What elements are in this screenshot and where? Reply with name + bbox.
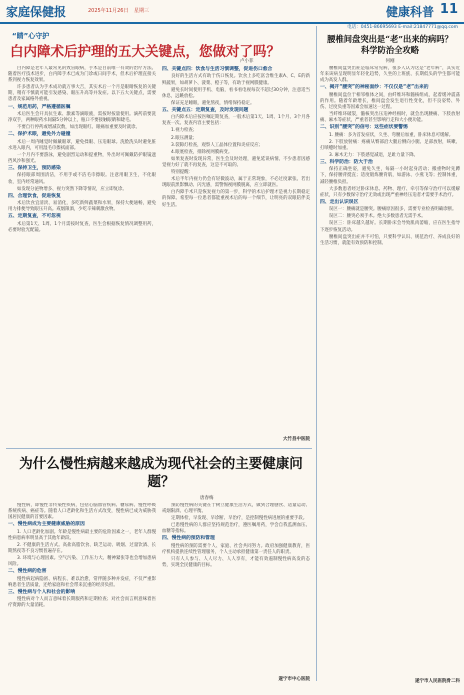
page-number: 11 [439, 2, 458, 17]
subheading: 二、慢性病的危害 [8, 569, 47, 575]
paragraph: 1. 人口老龄化加剧。年龄是慢性病最主要的危险因素之一，老年人群慢性病患病率明显高于其他年龄段。 [8, 529, 156, 541]
article3-title-line1: 腰椎间盘突出是“老”出来的病吗？ [327, 34, 453, 44]
paragraph: 4.眼底检查，排除视网膜病变。 [171, 149, 233, 155]
paragraph: 慢性病对个人而言意味着长期服药和定期检查；对社会而言则意味着医疗资源的大量消耗。 [8, 597, 156, 609]
paragraph: 腰椎间盘突出症并不可怕，只要科学认识、规范治疗、养成良好的生活习惯，就能有效预防和控制。 [320, 234, 460, 246]
paragraph: 腰椎间盘位于相邻椎体之间，由纤维环和髓核组成，起着缓冲震荡的作用。随着年龄增长，椎间盘会发生退行性变化，但不良姿势、外伤、过度负重等因素会加速这一过程。 [320, 92, 460, 110]
article2-author: 唐春梅 [200, 496, 214, 501]
paragraph: 一个月内不要游泳，避免剧烈运动和提重物，外出时可佩戴防护眼镜遮挡风沙和强光。 [8, 152, 156, 164]
subheading: 三、保持卫生，预防感染 [8, 166, 61, 172]
paragraph: 1. 腰痛：多为首发症状，久坐、弯腰后加重，卧床休息可缓解。 [329, 132, 454, 138]
paragraph: 白内障术后应按医嘱定期复查，一般术后第1天、1周、1个月、3个月各复查一次。复查内容主要包括： [162, 115, 310, 127]
paragraph: 如发现分泌物增多、视力突然下降等情况，应立即复诊。 [17, 186, 127, 192]
article3-body [320, 66, 460, 674]
article2-column-2 [162, 503, 310, 673]
subheading: 一、规范用药，严格遵循医嘱 [8, 104, 71, 110]
paragraph: 3.裂隙灯检查，观察人工晶体位置和炎症反应； [171, 142, 264, 148]
article3-header [320, 34, 460, 64]
paragraph: 术后半年内视力仍会有轻微波动，属于正常现象，不必过度紧张。若出现眼前黑影飘动、闪光感，需警惕视网膜脱离，应立即就医。 [162, 177, 310, 189]
column-divider [316, 26, 317, 681]
paragraph: 误区三：卧床越久越好。长期卧床会导致肌肉萎缩，应在医生指导下逐步恢复活动。 [320, 221, 460, 233]
paragraph: 术后第1天、1周、1个月需按时复查，医生会根据恢复情况调整用药，必要时验光配镜。 [8, 221, 156, 233]
article3-author: 何刚 [385, 59, 395, 64]
paragraph: 术后医生会开具抗生素、激素等滴眼液，需按时按量使用。滴药前要洗净双手，两种眼药水间隔5分钟以上，瓶口不要接触眼睛和睫毛。 [8, 111, 156, 124]
subheading: 三、慢性病与个人和社会的影响 [8, 589, 76, 595]
article1-column-1 [8, 66, 156, 444]
article1-column-2 [162, 66, 310, 436]
paragraph: 保持正确坐姿，避免久坐，每隔一小时起身活动；搬重物时先蹲下，保持腰背挺直；适度锻炼腰背肌，如游泳、小燕飞等；控制体重，减轻腰椎负担。 [320, 167, 460, 185]
paragraph: 保证充足睡眠，避免熬夜，情绪保持稳定。 [171, 100, 255, 106]
article1-title: 白内障术后护理的五大关键点，您做对了吗？ [10, 44, 280, 60]
paragraph: 已患慢性病的人群应坚持规范治疗，遵医嘱用药，学会自我监测血压、血糖等指标。 [162, 523, 310, 535]
subheading: 五、定期复查，不可忽视 [8, 214, 61, 220]
paragraph: 术后一周内睡觉时佩戴眼罩，避免揉眼、压迫眼球。洗脸洗头时避免脏水进入眼内，可用湿毛巾擦拭面部。 [8, 139, 156, 151]
article2-source: 遂宁市中心医院 [278, 677, 310, 682]
paragraph: 大多数患者经过卧床休息、药物、理疗、牵引等保守治疗可以缓解症状，只有少数保守治疗无效或出现严重神经压迫者才需要手术治疗。 [320, 186, 460, 198]
paragraph: 预防慢性病的关键在于树立健康生活方式，做到合理膳食、适量运动、戒烟限酒、心理平衡。 [162, 503, 310, 515]
subheading: 三、科学防治：防大于治 [320, 159, 373, 165]
paragraph: 定期体检，早发现、早诊断、早治疗，是控制慢性病进展的重要手段。 [171, 516, 308, 522]
paragraph: 2. 不健康的生活方式。高盐高脂饮食、缺乏运动、吸烟、过量饮酒、长期熬夜等不良习惯普遍存在。 [8, 542, 156, 554]
paragraph: 慢性病起病隐匿、病程长、难以治愈，常伴随多种并发症，不仅严重影响患者生活质量，还给家庭和社会带来沉重的经济负担。 [8, 576, 156, 588]
subheading: 五、关键点五：定期复查，及时发现问题 [162, 107, 249, 113]
paragraph: 特别提醒： [171, 170, 193, 176]
subheading: 一、慢性病成为主要健康威胁的原因 [8, 522, 85, 528]
newspaper-title: 家庭保健报 [6, 5, 67, 19]
subheading: 四、合理饮食，促进恢复 [8, 193, 61, 199]
paragraph: 如果复查时发现异常，医生会及时处理，避免延误病情。不少患者因感觉视力好了就不再复查，这是不可取的。 [162, 156, 310, 168]
subheading: 一、揭开“腰突”的神秘面纱：不仅仅是“老”出来的 [320, 85, 429, 91]
paragraph: 只有人人参与、人人尽力、人人享有，才能有效遏制慢性病高发的态势，实现全民健康的目标。 [162, 557, 310, 569]
paragraph: 1.视力检查； [171, 128, 198, 134]
paragraph: 保持眼部周围清洁，不用手或不洁毛巾擦眼。注意用眼卫生，不化眼妆，室内经常通风。 [8, 173, 156, 185]
article2-column-1 [8, 503, 156, 683]
paragraph: 白内障是老年人最常见的致盲眼病，手术是目前唯一有效的治疗方法。随着医疗技术进步，白内障手术已成为门诊或日间手术，但术后护理直接关系到视力恢复效果。 [8, 66, 156, 84]
paragraph: 不要自行停药或增减次数，如出现眼红、眼痛加重要及时就诊。 [17, 125, 140, 131]
paragraph: 慢性病的预防需要个人、家庭、社会共同努力。政府加强健康教育，医疗机构提供连续性管理服务，个人主动承担健康第一责任人的职责。 [162, 543, 310, 555]
article2-title: 为什么慢性病越来越成为现代社会的主要健康问题？ [19, 456, 303, 490]
article1-author: 卢小菲 [240, 59, 254, 64]
paragraph: 良好的生活方式有助于伤口恢复。饮食上多吃富含维生素A、C、E的新鲜蔬果，如胡萝卜、菠菜、橙子等，有助于视网膜健康。 [162, 74, 310, 86]
article1-kicker: “睛”心守护 [12, 32, 50, 40]
subheading: 四、关键点四：饮食与生活习惯调整，促进伤口愈合 [162, 67, 273, 72]
article3-source: 遂宁市人民医院骨二科 [415, 679, 460, 684]
paragraph: 白内障手术只是恢复视力的第一步，科学的术后护理才是视力长期稳定的保障。希望每一位患者都能重视术后的每一个细节，让明亮的双眼陪伴美好生活。 [162, 190, 310, 208]
section-title: 健康科普 [385, 5, 434, 19]
subheading: 二、保护术眼，避免外力碰撞 [8, 132, 71, 138]
paragraph: 误区一：腰痛就是腰突。腰痛原因很多，需要专业检查明确诊断。 [329, 207, 457, 213]
subheading: 四、走出认识误区 [320, 199, 359, 205]
paragraph: 许多患者认为手术成功就万事大吉，其实术后一个月是眼睛恢复的关键期，稍有不慎就可能引发感染、眼压升高等并发症。以下五大关键点，需要患者及家属格外重视。 [8, 85, 156, 103]
paragraph: 慢性病，即慢性非传染性疾病，包括心脑血管疾病、糖尿病、慢性呼吸系统疾病、癌症等。随着人口老龄化和生活方式改变，慢性病已成为威胁我国居民健康的首要因素。 [8, 503, 156, 521]
subheading: 四、慢性病的预防和管理 [162, 536, 215, 542]
subheading: 二、识别“腰突”的信号：这些症状要警惕 [320, 125, 408, 131]
paragraph: 术后饮食宜清淡、易消化，多吃新鲜蔬菜和水果，保持大便通畅，避免用力排便导致眼压升高。戒烟限酒，少吃辛辣刺激食物。 [8, 201, 156, 213]
paragraph: 2.眼压测量； [171, 135, 198, 141]
contact-line: 电话：0451-86695693 E-mail:21847771@qq.com [347, 25, 458, 30]
paragraph: 2. 下肢放射痛：疼痛从臀部沿大腿后侧向小腿、足部放射，咳嗽、打喷嚏时加重。 [320, 139, 460, 151]
article-divider [6, 448, 312, 449]
paragraph: 3. 环境与心理因素。空气污染、工作压力大、精神紧张等也会增加患病风险。 [8, 556, 156, 568]
paragraph: 腰椎间盘突出症是临床常见病，很多人认为这是“老年病”，其实近年来该病呈现明显年轻化趋势，久坐的上班族、长期低头的学生都可能成为高发人群。 [320, 66, 460, 84]
issue-date: 2025年11月26日 星期三 [88, 8, 150, 14]
paragraph: 误区二：腰突必须手术。绝大多数患者无需手术。 [329, 214, 426, 220]
paragraph: 当纤维环破裂，髓核突出压迫神经根时，就会出现腰痛、下肢放射痛、麻木等症状，严重者甚至影响行走和大小便功能。 [320, 111, 460, 124]
paragraph: 避免长时间使用手机、电脑，看书看电视每次不超过30分钟，注意适当休息，远眺放松。 [162, 87, 310, 99]
masthead [0, 0, 464, 24]
article1-source: 大竹县中医院 [283, 437, 310, 442]
paragraph: 3. 麻木无力：下肢感觉减退，足趾力量下降。 [329, 152, 419, 158]
article3-title-line2: 科学防治全攻略 [360, 45, 420, 55]
